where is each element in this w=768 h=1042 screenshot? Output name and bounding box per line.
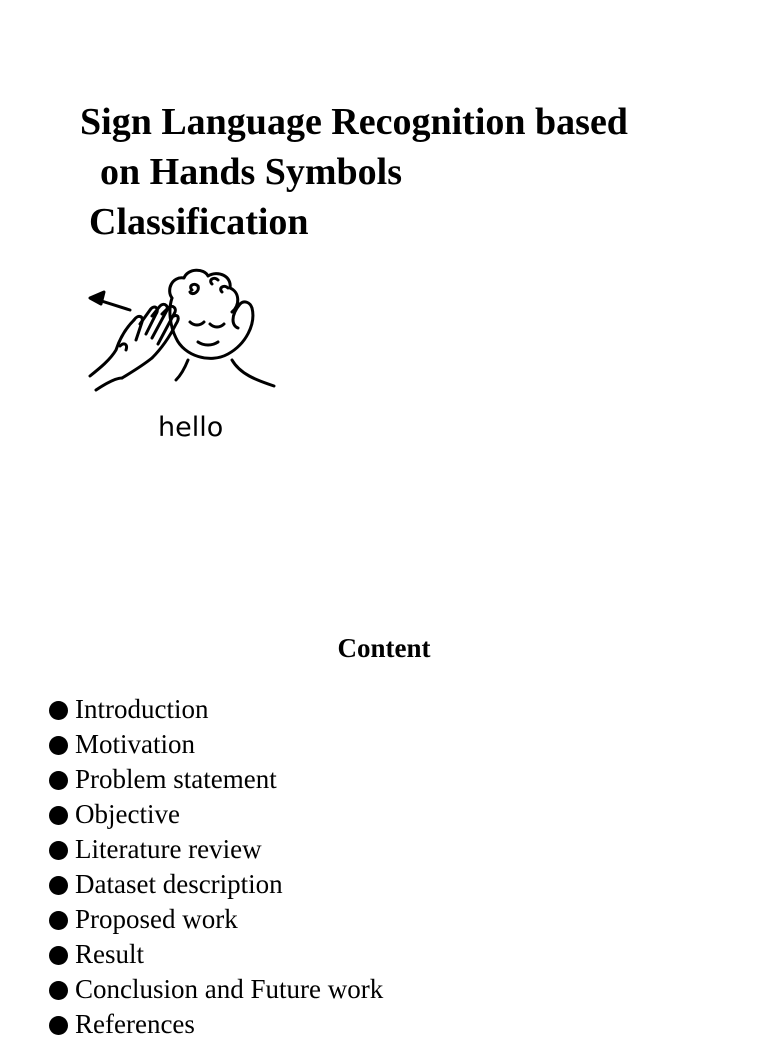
hello-sign-icon — [80, 262, 290, 402]
bullet-icon — [49, 736, 68, 755]
content-slide — [0, 512, 768, 1039]
bullet-icon — [49, 701, 68, 720]
list-item: Motivation — [48, 727, 383, 762]
figure-caption: hello — [158, 412, 224, 443]
title-slide — [0, 0, 768, 512]
list-item: Conclusion and Future work — [48, 972, 383, 1007]
bullet-icon — [49, 806, 68, 825]
bullet-icon — [49, 946, 68, 965]
list-item: Literature review — [48, 832, 383, 867]
list-item: Proposed work — [48, 902, 383, 937]
bullet-icon — [49, 876, 68, 895]
list-item: Objective — [48, 797, 383, 832]
list-item: Introduction — [48, 692, 383, 727]
bullet-icon — [49, 981, 68, 1000]
title-line-1: Sign Language Recognition based — [80, 101, 628, 143]
title-line-2: on Hands Symbols — [100, 151, 403, 193]
content-heading: Content — [337, 633, 431, 663]
hello-sign-figure — [80, 262, 290, 452]
list-item: Dataset description — [48, 867, 383, 902]
list-item: Result — [48, 937, 383, 972]
bullet-icon — [49, 841, 68, 860]
title-line-3: Classification — [89, 201, 309, 243]
content-list — [48, 692, 383, 1042]
bullet-icon — [49, 1016, 68, 1035]
bullet-icon — [49, 911, 68, 930]
bullet-icon — [49, 771, 68, 790]
list-item: Problem statement — [48, 762, 383, 797]
list-item: References — [48, 1007, 383, 1042]
